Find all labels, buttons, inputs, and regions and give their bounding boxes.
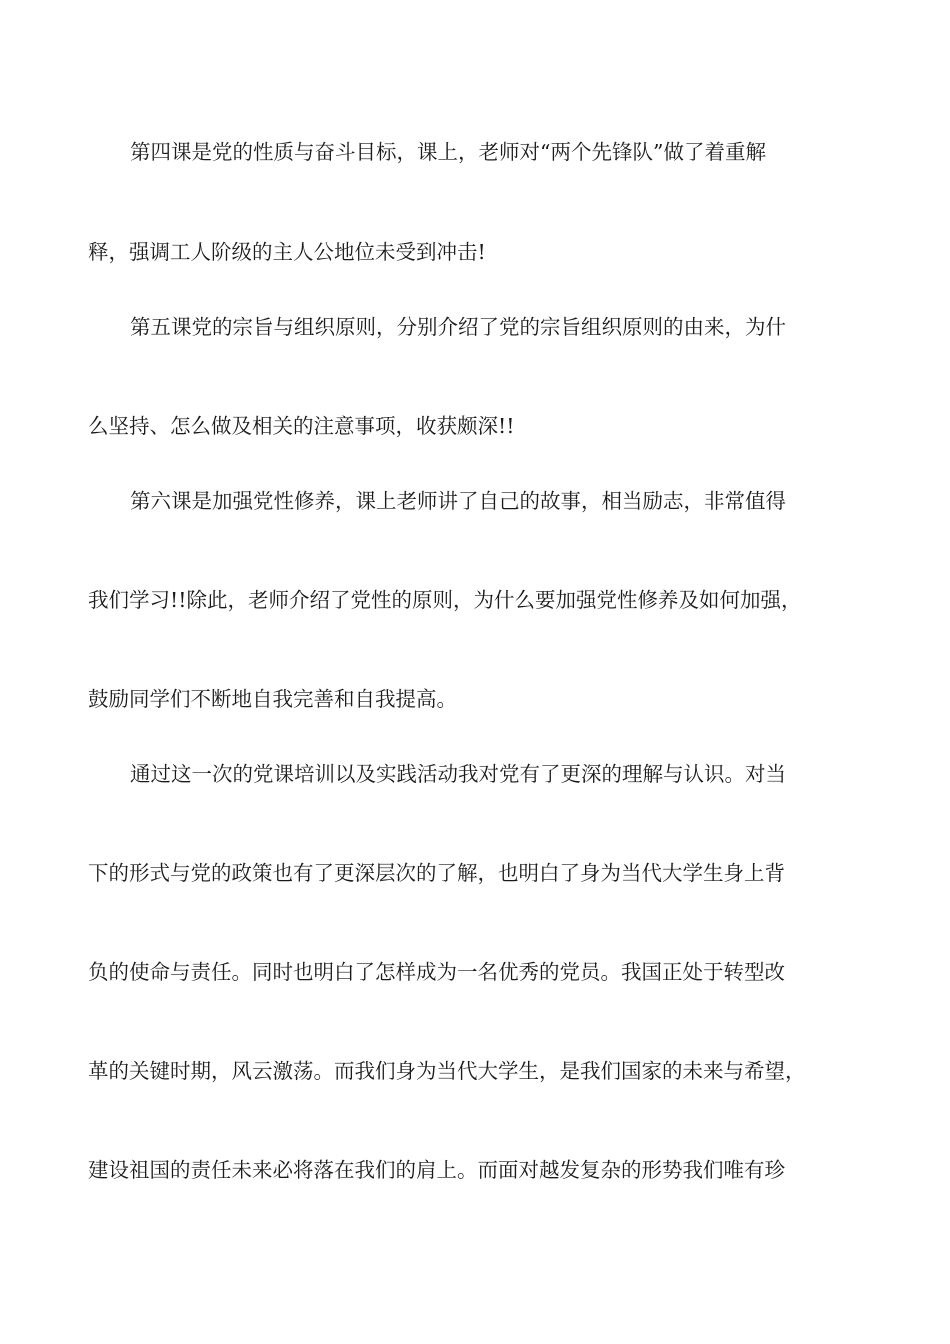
text-line: 负的使命与责任。同时也明白了怎样成为一名优秀的党员。我国正处于转型改 — [88, 960, 785, 984]
text-line: 建设祖国的责任未来必将落在我们的肩上。而面对越发复杂的形势我们唯有珍 — [88, 1158, 785, 1182]
text-line: 第六课是加强党性修养，课上老师讲了自己的故事，相当励志，非常值得 — [130, 489, 786, 513]
text-line: 第四课是党的性质与奋斗目标，课上，老师对“两个先锋队”做了着重解 — [130, 140, 766, 164]
text-line: 通过这一次的党课培训以及实践活动我对党有了更深的理解与认识。对当 — [130, 762, 786, 786]
text-line: 第五课党的宗旨与组织原则，分别介绍了党的宗旨组织原则的由来，为什 — [130, 315, 786, 339]
text-line: 下的形式与党的政策也有了更深层次的了解，也明白了身为当代大学生身上背 — [88, 861, 785, 885]
text-line: 我们学习!!除此，老师介绍了党性的原则，为什么要加强党性修养及如何加强， — [88, 588, 802, 612]
text-line: 么坚持、怎么做及相关的注意事项，收获颇深!! — [88, 414, 515, 438]
text-line: 革的关键时期，风云激荡。而我们身为当代大学生，是我们国家的未来与希望， — [88, 1059, 806, 1083]
text-line: 释，强调工人阶级的主人公地位未受到冲击! — [88, 240, 486, 264]
text-line: 鼓励同学们不断地自我完善和自我提高。 — [88, 687, 457, 711]
